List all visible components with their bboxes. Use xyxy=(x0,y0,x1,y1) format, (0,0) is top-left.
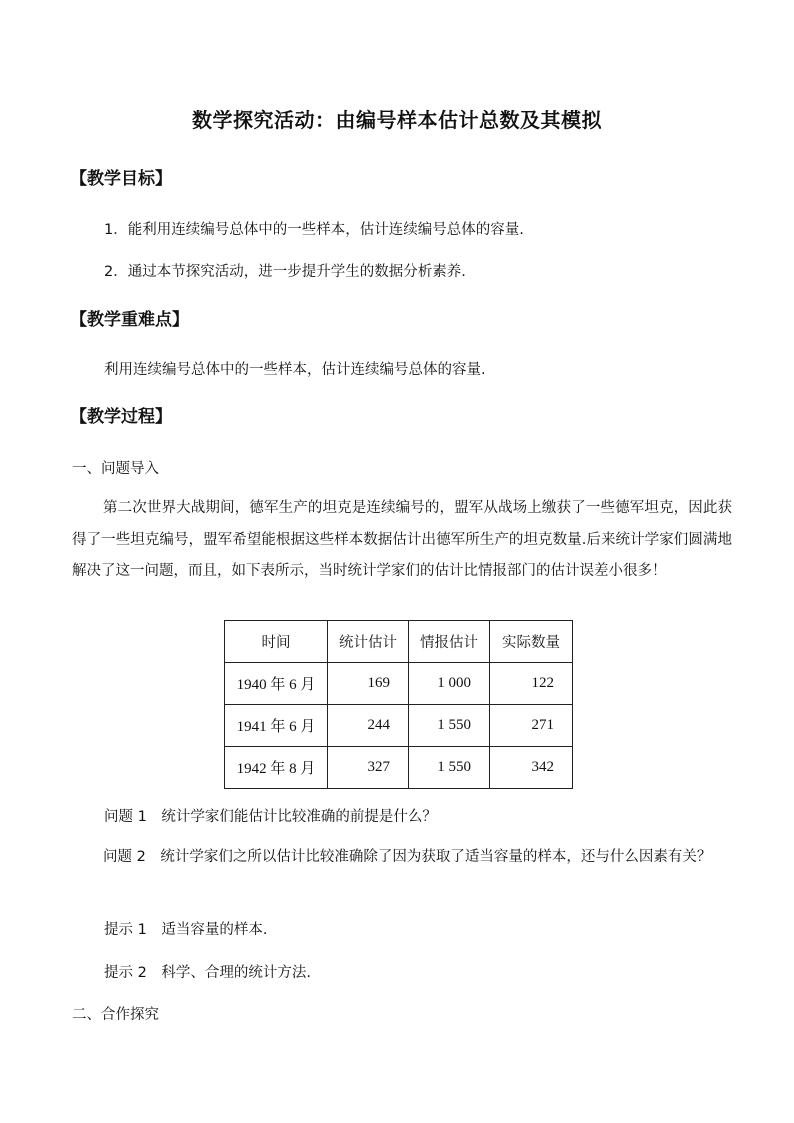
question-1: 问题 1 统计学家们能估计比较准确的前提是什么？ xyxy=(104,809,437,825)
page-title: 数学探究活动：由编号样本估计总数及其模拟 xyxy=(192,108,602,132)
table-row xyxy=(225,663,573,705)
part2-title: 二、合作探究 xyxy=(72,1007,159,1023)
intro-paragraph: 第二次世界大战期间，德军生产的坦克是连续编号的，盟军从战场上缴获了一些德军坦克，因此获得了一些坦克编号，盟军希望能根据这些样本数据估计出德军所生产的坦克数量.后来统计学家们圆满地解决了这一问题，而且，如下表所示，当时统计学家们的估计比情报部门的估计误差小很多！ xyxy=(72,500,732,579)
hint-1: 提示 1 适当容量的样本. xyxy=(104,922,268,938)
process-heading: 【教学过程】 xyxy=(70,407,172,427)
estimate-table xyxy=(224,620,573,789)
table-cell-time: 1940 年 6 月 xyxy=(225,663,328,705)
table-cell-actual: 342 xyxy=(490,747,573,789)
table-cell-intel-estimate: 1 000 xyxy=(409,663,490,705)
key-points-heading: 【教学重难点】 xyxy=(70,310,189,330)
table-row xyxy=(225,705,573,747)
part1-title: 一、问题导入 xyxy=(72,461,159,477)
table-cell-stat-estimate: 244 xyxy=(328,705,409,747)
goals-heading: 【教学目标】 xyxy=(70,169,172,189)
table-cell-intel-estimate: 1 550 xyxy=(409,747,490,789)
table-header-cell: 实际数量 xyxy=(490,621,573,663)
table-cell-intel-estimate: 1 550 xyxy=(409,705,490,747)
key-points-text: 利用连续编号总体中的一些样本，估计连续编号总体的容量. xyxy=(104,362,486,378)
table-cell-stat-estimate: 169 xyxy=(328,663,409,705)
goal-item-2: 2．通过本节探究活动，进一步提升学生的数据分析素养. xyxy=(104,264,466,280)
table-cell-actual: 122 xyxy=(490,663,573,705)
question-2: 问题 2 统计学家们之所以估计比较准确除了因为获取了适当容量的样本，还与什么因素有关？ xyxy=(103,849,712,865)
table-row xyxy=(225,747,573,789)
goal-item-1: 1．能利用连续编号总体中的一些样本，估计连续编号总体的容量. xyxy=(104,222,524,238)
table-cell-stat-estimate: 327 xyxy=(328,747,409,789)
table-header-row xyxy=(225,621,573,663)
table-cell-actual: 271 xyxy=(490,705,573,747)
table-header-cell: 统计估计 xyxy=(328,621,409,663)
table-cell-time: 1942 年 8 月 xyxy=(225,747,328,789)
hint-2: 提示 2 科学、合理的统计方法. xyxy=(104,965,311,981)
table-header-cell: 时间 xyxy=(225,621,328,663)
table-cell-time: 1941 年 6 月 xyxy=(225,705,328,747)
table-header-cell: 情报估计 xyxy=(409,621,490,663)
